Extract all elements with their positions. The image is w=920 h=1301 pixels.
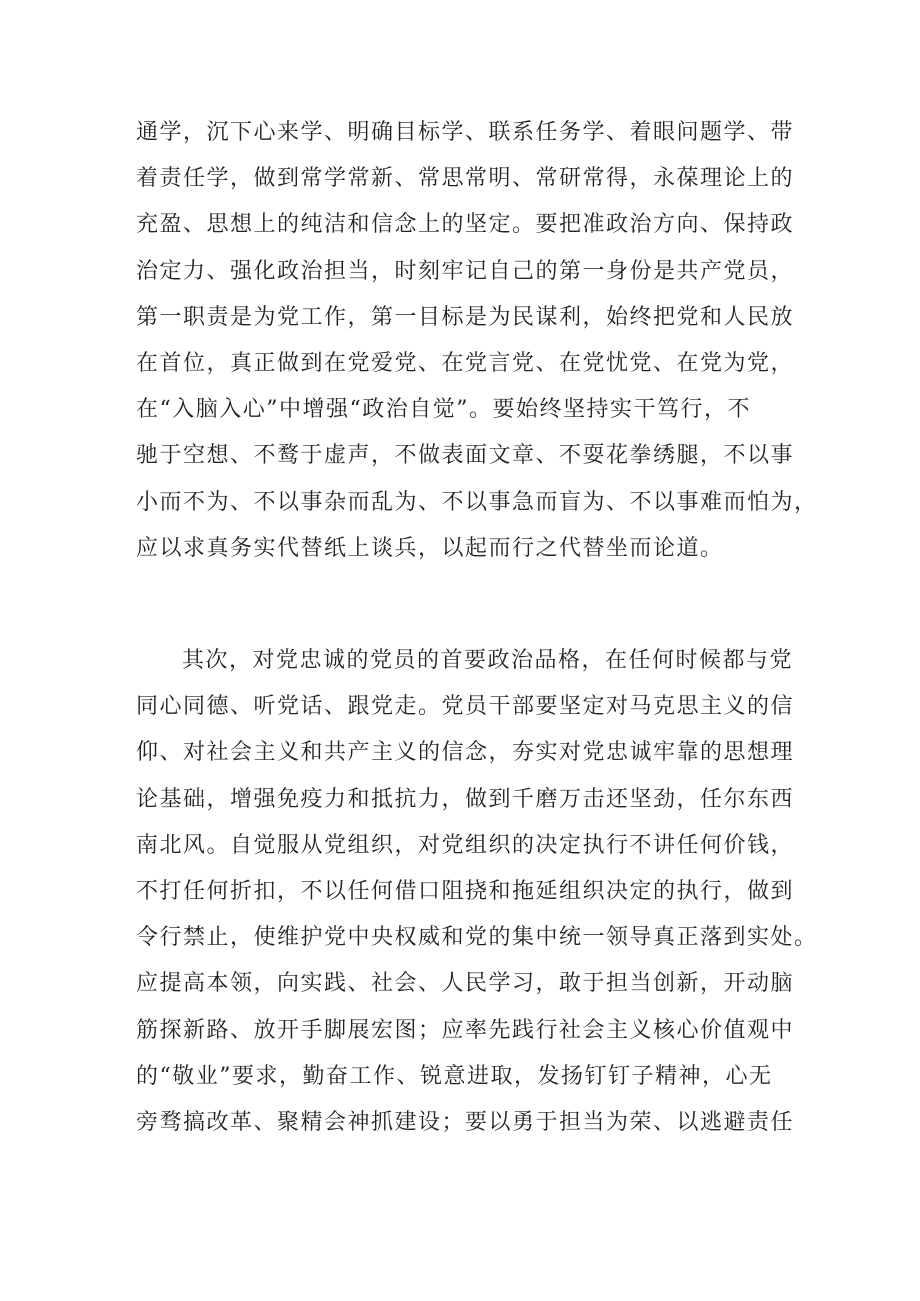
text-line: 通学，沉下心来学、明确目标学、联系任务学、着眼问题学、带 <box>136 120 795 145</box>
paragraph-study-and-practice <box>136 110 818 572</box>
text-line: 旁骛搞改革、聚精会神抓建设；要以勇于担当为荣、以逃避责任 <box>136 1109 795 1135</box>
text-line: 第一职责是为党工作，第一目标是为民谋利，始终把党和人民放 <box>136 304 795 330</box>
text-line: 同心同德、听党话、跟党走。党员干部要坚定对马克思主义的信 <box>136 694 795 720</box>
text-line: 着责任学，做到常学常新、常思常明、常研常得，永葆理论上的 <box>136 166 795 192</box>
text-line: 在首位，真正做到在党爱党、在党言党、在党忧党、在党为党， <box>136 350 795 376</box>
text-line: 南北风。自觉服从党组织，对党组织的决定执行不讲任何价钱， <box>136 832 795 858</box>
text-line: 仰、对社会主义和共产主义的信念，夯实对党忠诚牢靠的思想理 <box>136 740 795 766</box>
text-line: 应提高本领，向实践、社会、人民学习，敢于担当创新，开动脑 <box>136 971 795 997</box>
text-line: 令行禁止，使维护党中央权威和党的集中统一领导真正落到实处。 <box>136 925 818 951</box>
text-line: 在“入脑入心”中增强“政治自觉”。要始终坚持实干笃行，不 <box>136 397 751 423</box>
text-line: 驰于空想、不鹜于虚声，不做表面文章、不耍花拳绣腿，不以事 <box>136 443 795 469</box>
text-line: 治定力、强化政治担当，时刻牢记自己的第一身份是共产党员， <box>136 258 795 284</box>
text-line: 不打任何折扣，不以任何借口阻挠和拖延组织决定的执行，做到 <box>136 878 795 904</box>
text-line: 充盈、思想上的纯洁和信念上的坚定。要把准政治方向、保持政 <box>136 212 795 238</box>
text-line: 论基础，增强免疫力和抵抗力，做到千磨万击还坚劲，任尔东西 <box>136 786 795 812</box>
text-line-indented: 其次，对党忠诚的党员的首要政治品格，在任何时候都与党 <box>182 648 794 673</box>
text-line: 的“敬业”要求，勤奋工作、锐意进取，发扬钉钉子精神，心无 <box>136 1063 773 1089</box>
text-line: 小而不为、不以事杂而乱为、不以事急而盲为、不以事难而怕为， <box>136 489 818 515</box>
paragraph-loyalty-to-party <box>136 638 818 1146</box>
text-line: 筋探新路、放开手脚展宏图；应率先践行社会主义核心价值观中 <box>136 1017 795 1043</box>
text-line: 应以求真务实代替纸上谈兵，以起而行之代替坐而论道。 <box>136 535 724 561</box>
